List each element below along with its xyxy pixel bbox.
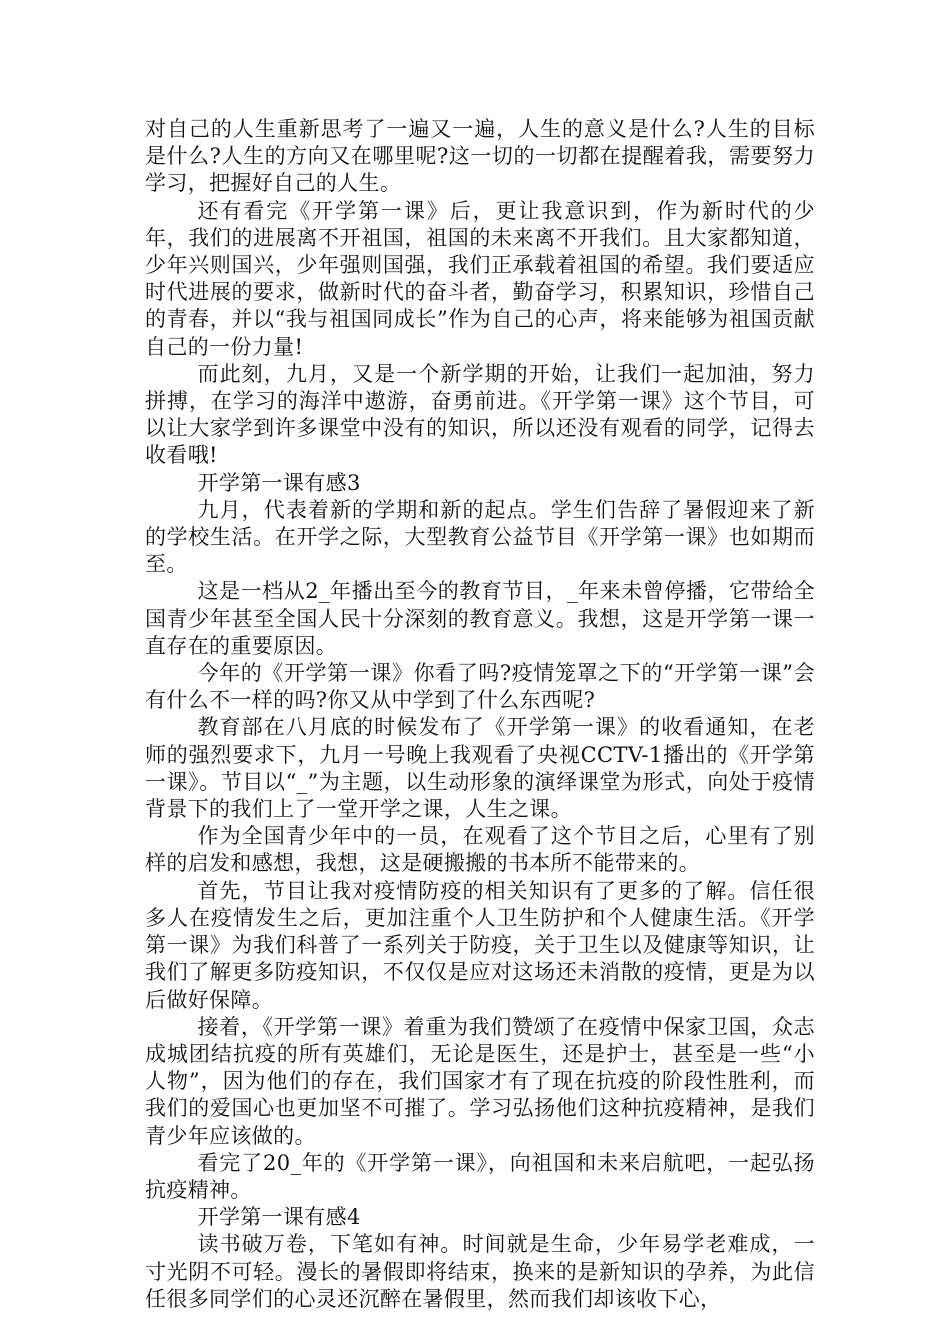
paragraph-6: 今年的《开学第一课》你看了吗?疫情笼罩之下的“开学第一课”会有什么不一样的吗?你又从中学到了什么东西呢?	[145, 661, 815, 713]
paragraph-2: 还有看完《开学第一课》后，更让我意识到，作为新时代的少年，我们的进展离不开祖国，祖国的未来离不开我们。且大家都知道，少年兴则国兴，少年强则国强，我们正承载着祖国的希望。我们要适应时代进展的要求，做新时代的奋斗者，勤奋学习，积累知识，珍惜自己的青春，并以“我与祖国同成长”作为自己的心声，将来能够为祖国贡献自己的一份力量!	[145, 198, 815, 359]
paragraph-1: 对自己的人生重新思考了一遍又一遍，人生的意义是什么?人生的目标是什么?人生的方向又在哪里呢?这一切的一切都在提醒着我，需要努力学习，把握好自己的人生。	[145, 117, 815, 196]
paragraph-11: 看完了20_年的《开学第一课》，向祖国和未来启航吧，一起弘扬抗疫精神。	[145, 1150, 815, 1202]
paragraph-12: 读书破万卷，下笔如有神。时间就是生命，少年易学老难成，一寸光阴不可轻。漫长的暑假即将结束，换来的是新知识的孕养，为此信任很多同学们的心灵还沉醉在暑假里，然而我们却该收下心，	[145, 1232, 815, 1311]
paragraph-4: 九月，代表着新的学期和新的起点。学生们告辞了暑假迎来了新的学校生活。在开学之际，大型教育公益节目《开学第一课》也如期而至。	[145, 497, 815, 577]
section-heading-3: 开学第一课有感3	[197, 470, 361, 495]
paragraph-10: 接着，《开学第一课》着重为我们赞颂了在疫情中保家卫国，众志成城团结抗疫的所有英雄们，无论是医生，还是护士，甚至是一些“小人物”，因为他们的存在，我们国家才有了现在抗疫的阶段性胜利，而我们的爱国心也更加坚不可摧了。学习弘扬他们这种抗疫精神，是我们青少年应该做的。	[145, 1014, 815, 1148]
paragraph-8: 作为全国青少年中的一员，在观看了这个节目之后，心里有了别样的启发和感想，我想，这是硬搬搬的书本所不能带来的。	[145, 824, 815, 876]
paragraph-3: 而此刻，九月，又是一个新学期的开始，让我们一起加油，努力拼搏，在学习的海洋中遨游，奋勇前进。《开学第一课》这个节目，可以让大家学到许多课堂中没有的知识，所以还没有观看的同学，记得去收看哦!	[145, 361, 815, 468]
section-heading-4: 开学第一课有感4	[197, 1205, 361, 1230]
paragraph-5: 这是一档从2_年播出至今的教育节目，_年来未曾停播，它带给全国青少年甚至全国人民十分深刻的教育意义。我想，这是开学第一课一直存在的重要原因。	[145, 579, 815, 658]
document-body	[145, 116, 815, 1313]
paragraph-7: 教育部在八月底的时候发布了《开学第一课》的收看通知，在老师的强烈要求下，九月一号晚上我观看了央视CCTV-1播出的《开学第一课》。节目以“_”为主题，以生动形象的演绎课堂为形式，向处于疫情背景下的我们上了一堂开学之课，人生之课。	[145, 715, 815, 822]
paragraph-9: 首先，节目让我对疫情防疫的相关知识有了更多的了解。信任很多人在疫情发生之后，更加注重个人卫生防护和个人健康生活。《开学第一课》为我们科普了一系列关于防疫，关于卫生以及健康等知识，让我们了解更多防疫知识，不仅仅是应对这场还未消散的疫情，更是为以后做好保障。	[145, 878, 815, 1012]
